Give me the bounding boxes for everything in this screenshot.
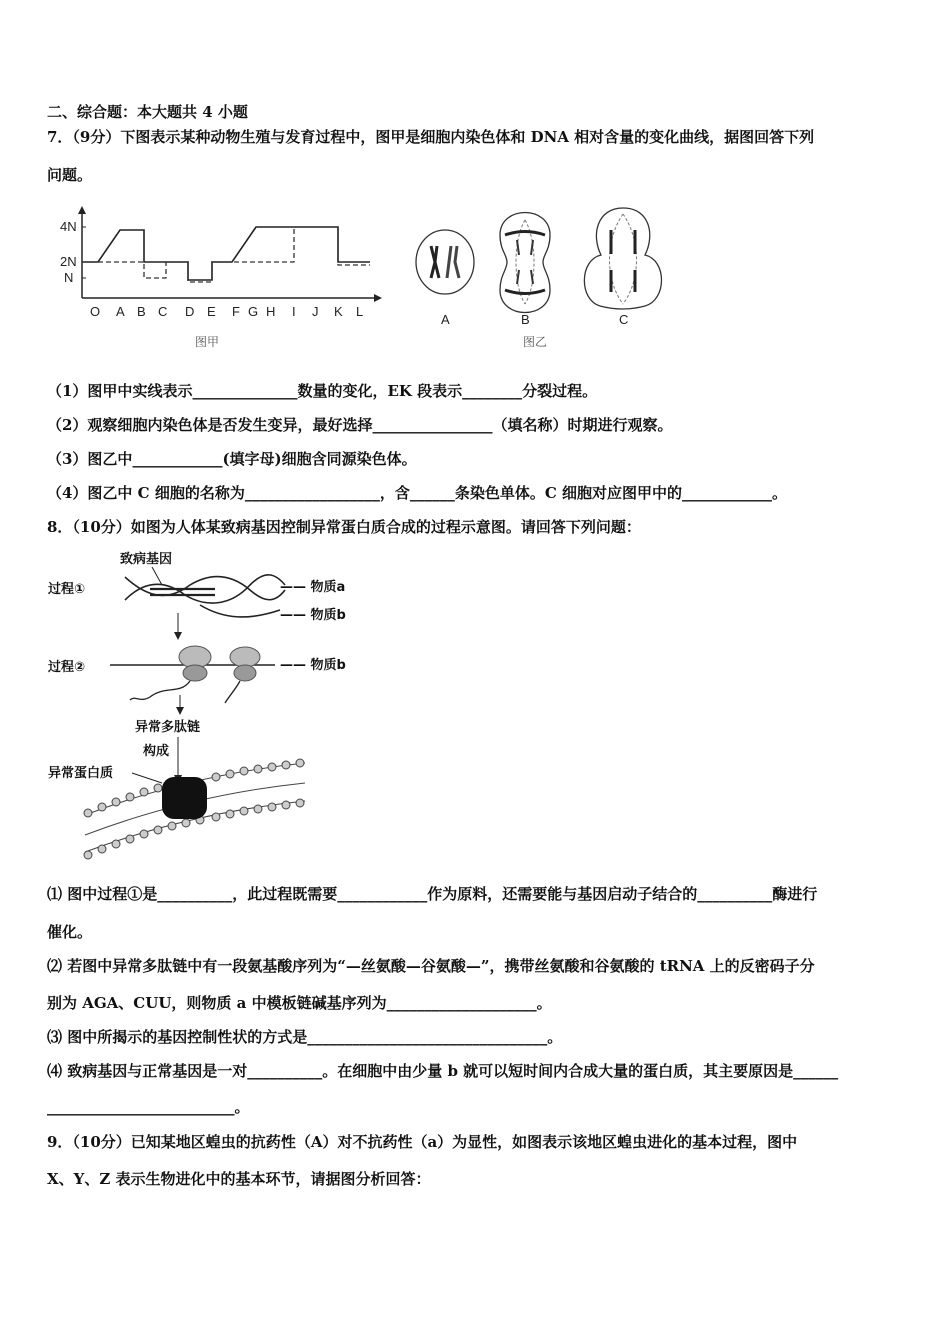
q7-sub2: （2）观察细胞内染色体是否发生变异，最好选择________________（填名称）时期进行观察。 — [47, 416, 673, 434]
q8-sub4-line1: ⑷ 致病基因与正常基因是一对__________。在细胞中由少量 b 就可以短时间内合成大量的蛋白质，其主要原因是______ — [47, 1062, 839, 1080]
dashed-curve — [82, 227, 370, 282]
x-axis-labels — [90, 304, 363, 319]
gene-expression-diagram — [40, 545, 380, 870]
q8-sub3: ⑶ 图中所揭示的基因控制性状的方式是________________________________。 — [47, 1028, 563, 1046]
x-label: L — [356, 304, 364, 319]
x-label: H — [266, 304, 276, 319]
figure-yi-caption: 图乙 — [523, 335, 548, 349]
label-compose: 构成 — [143, 744, 170, 759]
lipid-bilayer — [84, 759, 305, 859]
figure-jia-caption: 图甲 — [195, 335, 220, 349]
q8-sub1-line1: ⑴ 图中过程①是__________，此过程既需要____________作为原料，还需要能与基因启动子结合的__________酶进行 — [47, 885, 818, 903]
x-label: E — [207, 304, 216, 319]
section-title: 二、综合题：本大题共 4 小题 — [47, 103, 248, 121]
y-label-2n: 2N — [60, 254, 77, 269]
q7-stem-line1: 7．（9分）下图表示某种动物生殖与发育过程中，图甲是细胞内染色体和 DNA 相对含量的变化曲线，据图回答下列 — [47, 128, 815, 146]
cell-label-c: C — [619, 312, 629, 327]
q9-stem-line2: X、Y、Z 表示生物进化中的基本环节，请据图分析回答： — [47, 1170, 431, 1188]
cell-a — [416, 230, 474, 327]
label-substance-b-2: —— 物质b — [280, 658, 346, 673]
cell-b — [500, 213, 550, 328]
x-label: C — [158, 304, 168, 319]
q8-sub2-line1: ⑵ 若图中异常多肽链中有一段氨基酸序列为“—丝氨酸—谷氨酸—”，携带丝氨酸和谷氨酸的 tRNA 上的反密码子分 — [47, 957, 815, 975]
x-label: B — [137, 304, 146, 319]
label-substance-b-1: —— 物质b — [280, 608, 346, 623]
label-gene: 致病基因 — [120, 552, 173, 567]
label-substance-a: —— 物质a — [280, 580, 346, 595]
q8-stem: 8．（10分）如图为人体某致病基因控制异常蛋白质合成的过程示意图。请回答下列问题： — [47, 518, 641, 536]
x-label: A — [116, 304, 125, 319]
x-label: F — [232, 304, 240, 319]
q8-sub4-line2: _________________________。 — [47, 1098, 250, 1116]
y-label-n: N — [64, 270, 74, 285]
cell-label-a: A — [441, 312, 450, 327]
solid-curve — [82, 227, 370, 280]
y-label-4n: 4N — [60, 219, 77, 234]
q8-sub2-line2: 别为 AGA、CUU，则物质 a 中模板链碱基序列为____________________。 — [47, 994, 552, 1012]
label-process1: 过程① — [48, 582, 86, 597]
figure-yi-cells — [405, 200, 675, 350]
x-label: O — [90, 304, 101, 319]
q8-sub1-line2: 催化。 — [47, 923, 93, 941]
label-process2: 过程② — [48, 660, 86, 675]
q7-sub1: （1）图甲中实线表示______________数量的变化，EK 段表示________分裂过程。 — [47, 382, 598, 400]
label-polypeptide: 异常多肽链 — [135, 720, 201, 735]
cell-c — [584, 208, 661, 327]
x-label: K — [334, 304, 343, 319]
q7-sub3: （3）图乙中____________(填字母)细胞含同源染色体。 — [47, 450, 417, 468]
q9-stem-line1: 9．（10分）已知某地区蝗虫的抗药性（A）对不抗药性（a）为显性，如图表示该地区蝗虫进化的基本过程，图中 — [47, 1133, 798, 1151]
figure-jia-chart — [40, 200, 390, 350]
x-label: D — [185, 304, 195, 319]
x-label: J — [312, 304, 319, 319]
label-protein: 异常蛋白质 — [48, 766, 114, 781]
q7-sub4: （4）图乙中 C 细胞的名称为__________________，含______条染色单体。C 细胞对应图甲中的____________。 — [47, 484, 787, 502]
x-label: I — [292, 304, 296, 319]
cell-label-b: B — [521, 312, 530, 327]
x-label: G — [248, 304, 259, 319]
q7-stem-line2: 问题。 — [47, 166, 93, 184]
